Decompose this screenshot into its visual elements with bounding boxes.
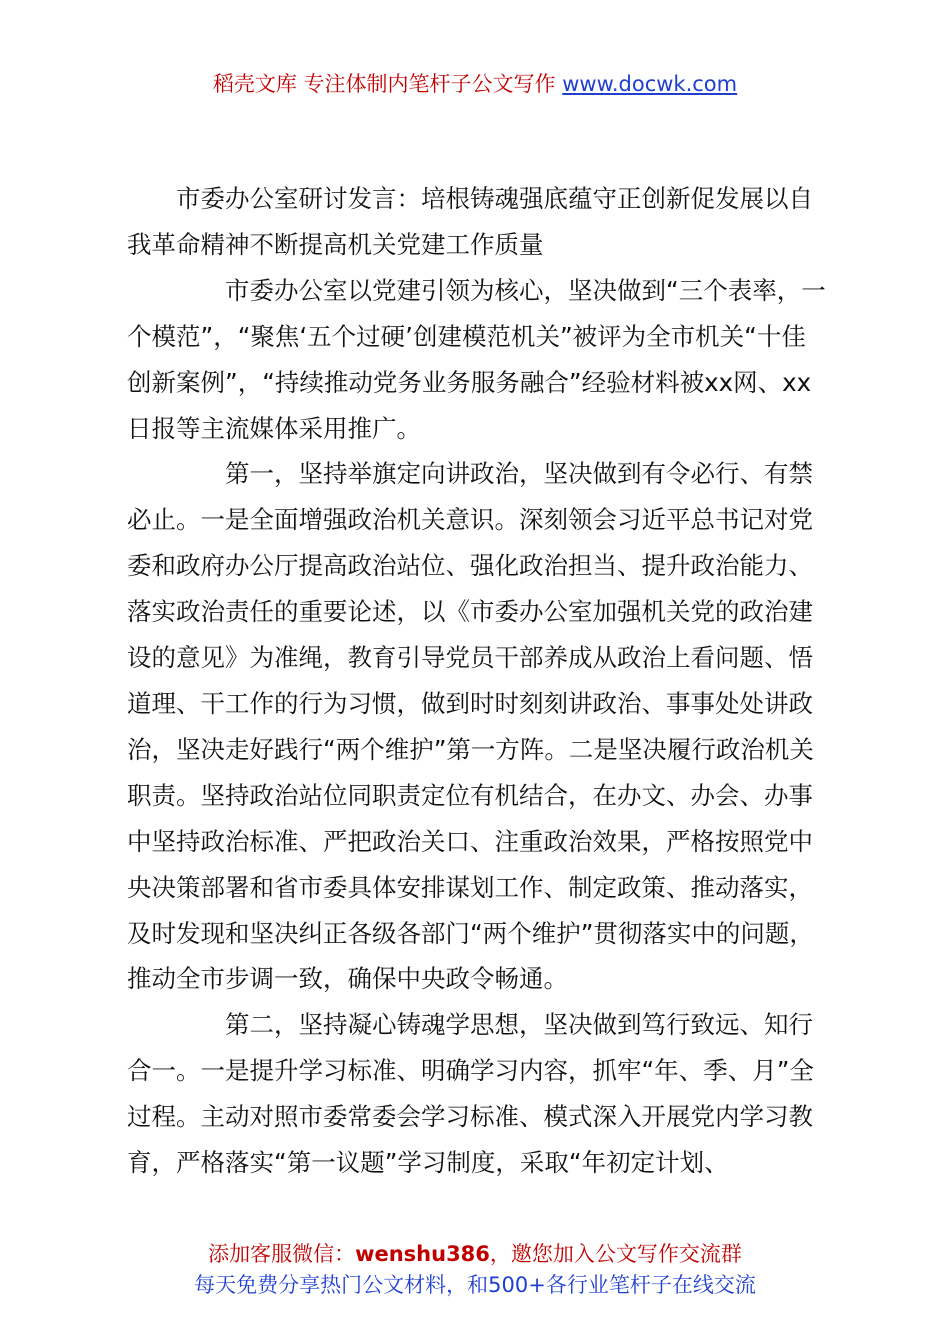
footer-promo-line: 每天免费分享热门公文材料，和500+各行业笔杆子在线交流: [194, 1273, 756, 1297]
footer-contact-suffix: ，邀您加入公文写作交流群: [489, 1242, 742, 1266]
footer-wechat-id: wenshu386: [355, 1242, 490, 1266]
paragraph-second: 第二，坚持凝心铸魂学思想，坚决做到笃行致远、知行合一。一是提升学习标准、明确学习内容，抓牢“年、季、月”全过程。主动对照市委常委会学习标准、模式深入开展党内学习教育，严格落实“第一议题”学习制度，采取“年初定计划、: [127, 1010, 814, 1178]
document-title: 市委办公室研讨发言：培根铸魂强底蕴守正创新促发展以自我革命精神不断提高机关党建工作质量: [127, 184, 813, 259]
paragraph-first: 第一，坚持举旗定向讲政治，坚决做到有令必行、有禁必止。一是全面增强政治机关意识。深刻领会习近平总书记对党委和政府办公厅提高政治站位、强化政治担当、提升政治能力、落实政治责任的重要论述，以《市委办公室加强机关党的政治建设的意见》为准绳，教育引导党员干部养成从政治上看问题、悟道理、干工作的行为习惯，做到时时刻刻讲政治、事事处处讲政治，坚决走好践行“两个维护”第一方阵。二是坚决履行政治机关职责。坚持政治站位同职责定位有机结合，在办文、办会、办事中坚持政治标准、严把政治关口、注重政治效果，严格按照党中央决策部署和省市委具体安排谋划工作、制定政策、推动落实，及时发现和坚决纠正各级各部门“两个维护”贯彻落实中的问题，推动全市步调一致，确保中央政令畅通。: [127, 459, 814, 994]
page-header: [0, 68, 950, 100]
document-body: [127, 176, 827, 1186]
footer-contact-prefix: 添加客服微信：: [208, 1242, 356, 1266]
footer-contact-line: [0, 1239, 950, 1270]
header-site-link[interactable]: www.docwk.com: [562, 72, 738, 96]
page-footer: [0, 1239, 950, 1301]
paragraph-intro: 市委办公室以党建引领为核心，坚决做到“三个表率，一个模范”，“聚焦‘五个过硬’创建模范机关”被评为全市机关“十佳创新案例”，“持续推动党务业务服务融合”经验材料被xx网、xx日报等主流媒体采用推广。: [127, 275, 826, 443]
header-brand-text: 稻壳文库 专注体制内笔杆子公文写作: [212, 72, 556, 96]
